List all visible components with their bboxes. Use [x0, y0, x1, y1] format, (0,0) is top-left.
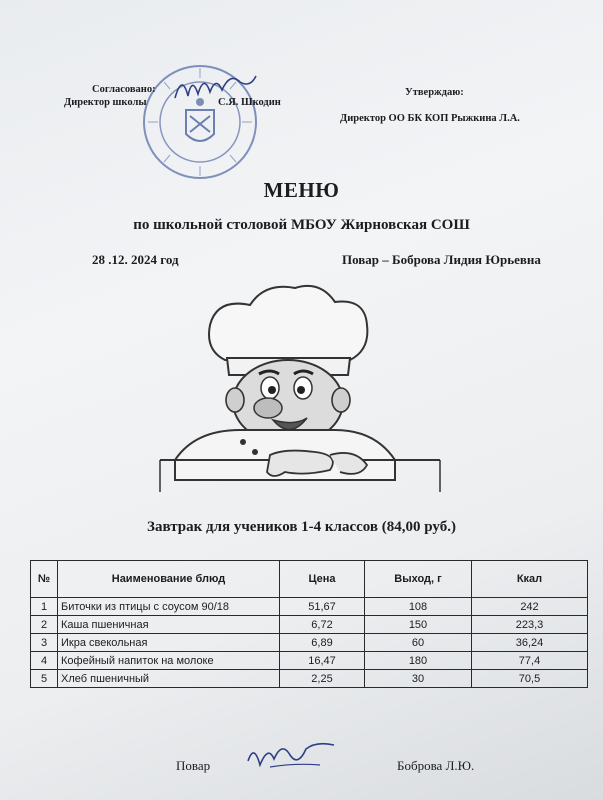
table-row	[31, 634, 588, 652]
approved-label: Согласовано:	[92, 84, 156, 95]
row-dish-name: Каша пшеничная	[58, 616, 280, 634]
page-subtitle: по школьной столовой МБОУ Жирновская СОШ	[133, 217, 470, 233]
footer-cook-name: Боброва Л.Ю.	[397, 758, 475, 773]
row-price: 6,89	[280, 634, 365, 652]
row-price: 51,67	[280, 598, 365, 616]
meal-title: Завтрак для учеников 1-4 классов (84,00 руб.)	[147, 519, 456, 535]
row-kcal: 36,24	[472, 634, 588, 652]
menu-table	[30, 560, 588, 688]
row-output: 180	[365, 652, 472, 670]
row-number: 4	[31, 652, 58, 670]
footer-cook-label: Повар	[176, 758, 211, 773]
approved-by: Директор школы	[64, 97, 147, 108]
table-row	[31, 652, 588, 670]
row-number: 5	[31, 670, 58, 688]
col-kcal: Ккал	[472, 561, 588, 598]
row-number: 1	[31, 598, 58, 616]
table-row	[31, 598, 588, 616]
row-kcal: 70,5	[472, 670, 588, 688]
row-price: 6,72	[280, 616, 365, 634]
confirm-by: Директор ОО БК КОП Рыжкина Л.А.	[340, 113, 520, 124]
table-row	[31, 670, 588, 688]
table-header-row	[31, 561, 588, 598]
col-number: №	[31, 561, 58, 598]
approved-name: С.Я. Шкодин	[218, 97, 281, 108]
row-kcal: 242	[472, 598, 588, 616]
cook-line: Повар – Боброва Лидия Юрьевна	[342, 252, 541, 267]
row-kcal: 77,4	[472, 652, 588, 670]
row-output: 108	[365, 598, 472, 616]
row-output: 30	[365, 670, 472, 688]
row-kcal: 223,3	[472, 616, 588, 634]
row-output: 60	[365, 634, 472, 652]
row-price: 2,25	[280, 670, 365, 688]
row-dish-name: Хлеб пшеничный	[58, 670, 280, 688]
row-number: 2	[31, 616, 58, 634]
confirm-label: Утверждаю:	[405, 87, 464, 98]
cook-signature	[240, 735, 340, 775]
row-dish-name: Кофейный напиток на молоке	[58, 652, 280, 670]
menu-date: 28 .12. 2024 год	[92, 252, 179, 267]
col-dish-name: Наименование блюд	[58, 561, 280, 598]
row-dish-name: Икра свекольная	[58, 634, 280, 652]
row-price: 16,47	[280, 652, 365, 670]
chef-illustration	[155, 280, 445, 495]
col-output: Выход, г	[365, 561, 472, 598]
row-number: 3	[31, 634, 58, 652]
table-row	[31, 616, 588, 634]
row-output: 150	[365, 616, 472, 634]
row-dish-name: Биточки из птицы с соусом 90/18	[58, 598, 280, 616]
page-title: МЕНЮ	[263, 178, 340, 202]
col-price: Цена	[280, 561, 365, 598]
